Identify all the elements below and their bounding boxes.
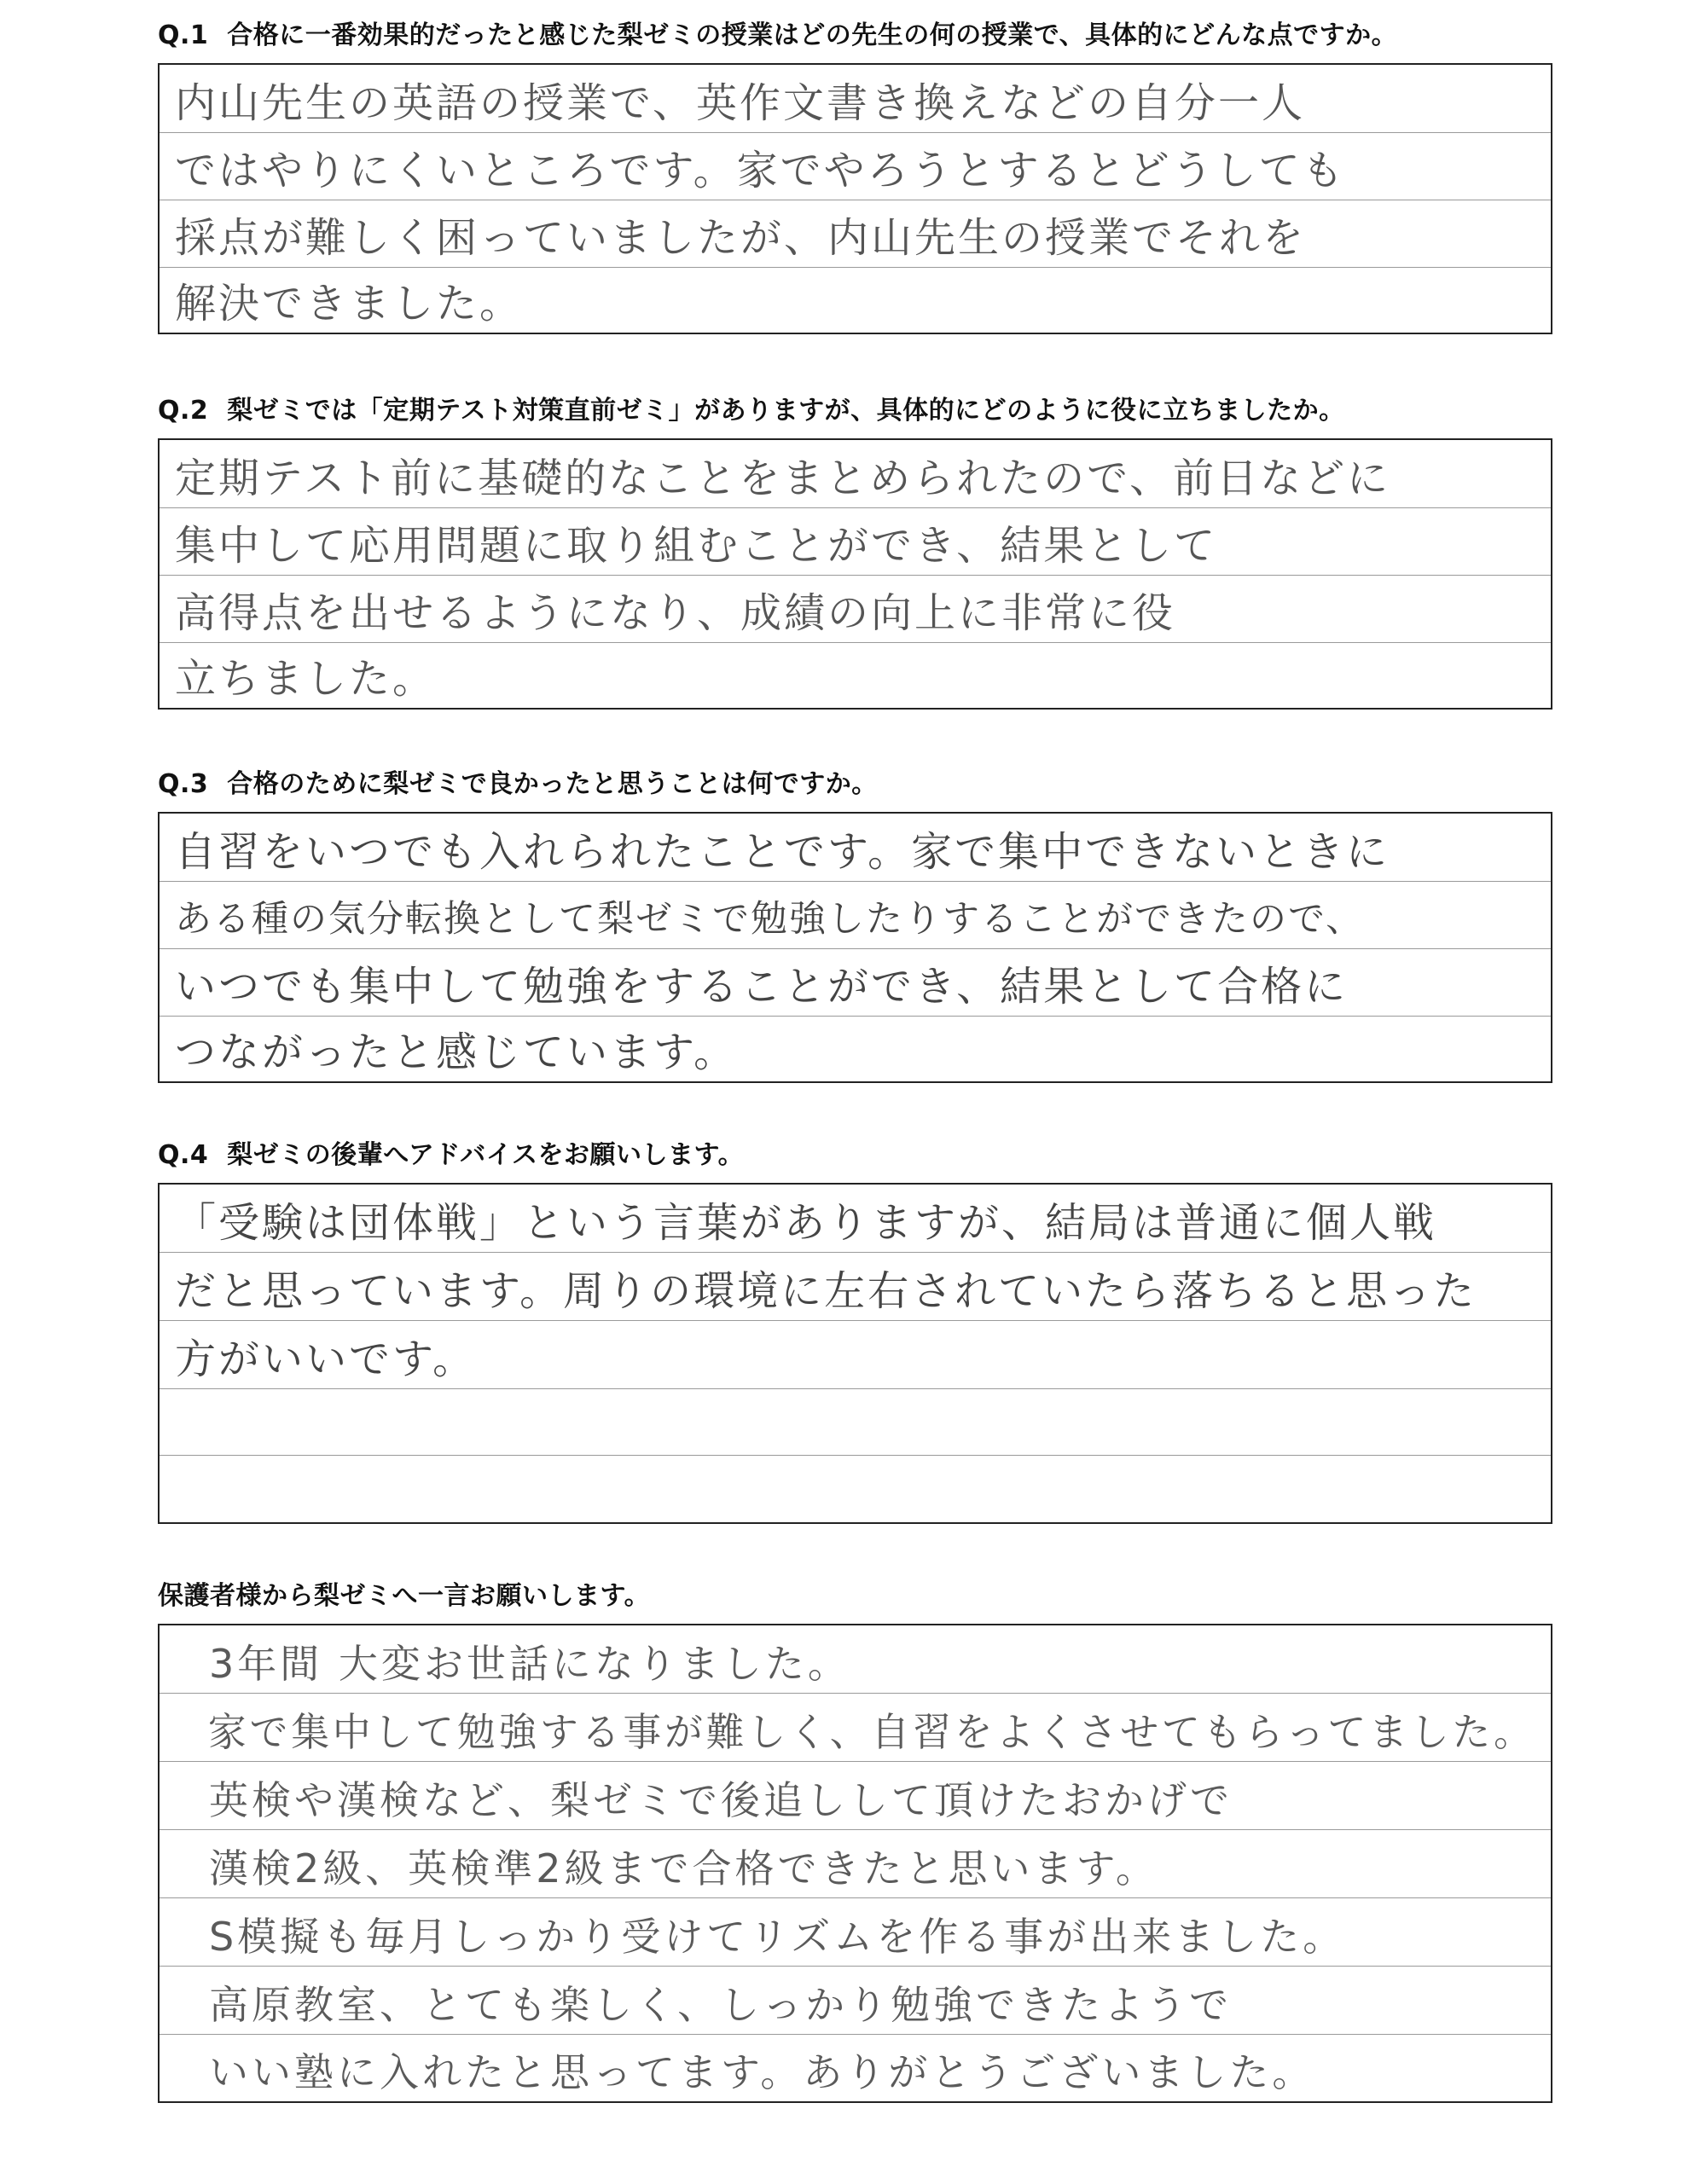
question-1-heading (158, 19, 1552, 53)
question-number: Q.2 (158, 396, 209, 426)
question-3-heading (158, 768, 1552, 802)
question-text: 合格に一番効果的だったと感じた梨ゼミの授業はどの先生の何の授業で、具体的にどんな点ですか。 (227, 20, 1398, 50)
question-4-heading (158, 1138, 1552, 1173)
answer-line: ではやりにくいところです。家でやろうとするとどうしても (160, 133, 1551, 200)
answer-box-1 (158, 63, 1552, 334)
answer-line: いい塾に入れたと思ってます。ありがとうございました。 (209, 2049, 1315, 2095)
answer-line: いつでも集中して勉強をすることができ、結果として合格に (160, 949, 1551, 1017)
parent-comment-box (158, 1624, 1552, 2103)
answer-line: 高得点を出せるようになり、成績の向上に非常に役 (160, 576, 1551, 643)
answer-line: 漢検2級、英検準2級まで合格できたと思います。 (160, 1830, 1551, 1898)
parent-comment-heading: 保護者様から梨ゼミへ一言お願いします。 (158, 1581, 651, 1611)
answer-line (160, 1389, 1551, 1456)
answer-line: 集中して応用問題に取り組むことができ、結果として (160, 508, 1551, 576)
question-number: Q.3 (158, 769, 209, 799)
answer-line: 採点が難しく困っていましたが、内山先生の授業でそれを (160, 200, 1551, 268)
answer-box-3 (158, 812, 1552, 1083)
answer-line: 家で集中して勉強する事が難しく、自習をよくさせてもらってました。 (160, 1694, 1551, 1762)
question-4-section (158, 1138, 1552, 1524)
question-2-section (158, 394, 1552, 710)
answer-line: S模擬も毎月しっかり受けてリズムを作る事が出来ました。 (160, 1898, 1551, 1967)
question-3-section (158, 768, 1552, 1083)
question-2-heading (158, 394, 1552, 428)
answer-line: 内山先生の英語の授業で、英作文書き換えなどの自分一人 (160, 65, 1551, 133)
question-1-section (158, 19, 1552, 334)
question-number: Q.1 (158, 20, 209, 50)
answer-line: 「受験は団体戦」という言葉がありますが、結局は普通に個人戦 (160, 1185, 1551, 1253)
question-number: Q.4 (158, 1140, 209, 1170)
answer-line: 定期テスト前に基礎的なことをまとめられたので、前日などに (160, 440, 1551, 508)
answer-line: ある種の気分転換として梨ゼミで勉強したりすることができたので、 (160, 882, 1551, 949)
answer-box-2 (158, 438, 1552, 710)
answer-line: 3年間 大変お世話になりました。 (160, 1625, 1551, 1694)
answer-line: 高原教室、とても楽しく、しっかり勉強できたようで (160, 1967, 1551, 2035)
answer-line (160, 1456, 1551, 1522)
question-text: 梨ゼミでは「定期テスト対策直前ゼミ」がありますが、具体的にどのように役に立ちましたか。 (227, 396, 1345, 426)
question-text: 合格のために梨ゼミで良かったと思うことは何ですか。 (227, 769, 878, 799)
answer-line: 解決できました。 (175, 280, 524, 327)
answer-line: 方がいいです。 (160, 1321, 1551, 1389)
answer-line: 自習をいつでも入れられたことです。家で集中できないときに (160, 814, 1551, 882)
answer-line: つながったと感じています。 (175, 1028, 738, 1076)
answer-box-4 (158, 1183, 1552, 1524)
question-text: 梨ゼミの後輩へアドバイスをお願いします。 (227, 1140, 745, 1170)
answer-line: 英検や漢検など、梨ゼミで後追しして頂けたおかげで (160, 1762, 1551, 1830)
answer-line: 立ちました。 (175, 655, 437, 703)
parent-comment-section (158, 1579, 1552, 2103)
answer-line: だと思っています。周りの環境に左右されていたら落ちると思った (160, 1253, 1551, 1321)
